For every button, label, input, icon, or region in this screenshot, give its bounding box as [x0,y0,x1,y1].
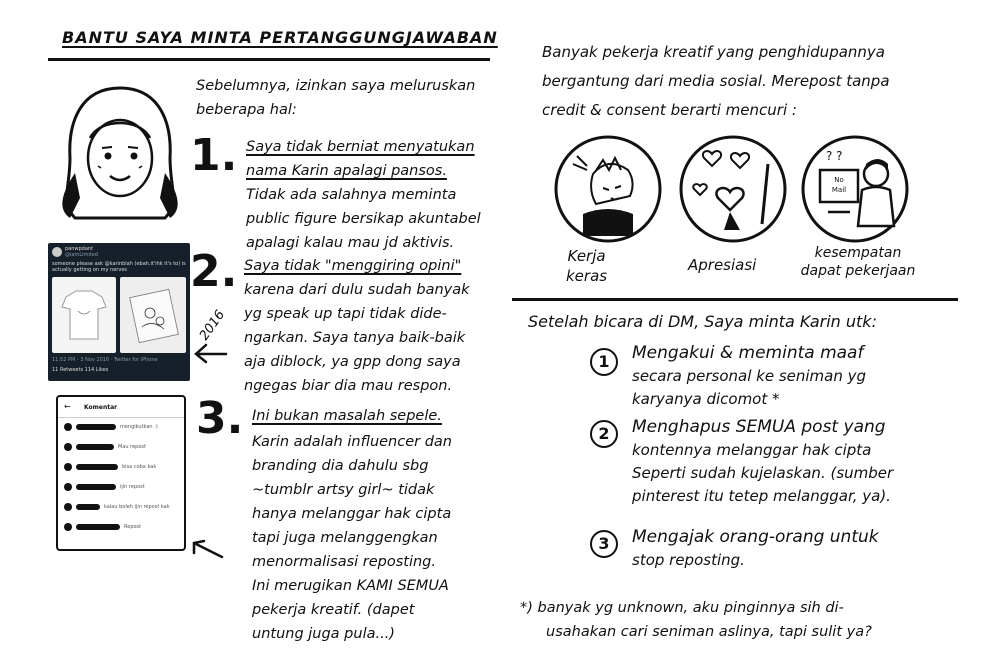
comment-text: Repost [124,524,142,530]
request-3 [632,526,972,572]
footnote-line: *) banyak yg unknown, aku pinginnya sih di- [520,600,844,616]
intro-line: Sebelumnya, izinkan saya meluruskan [196,78,476,94]
left-intro [196,74,475,122]
avatar [64,443,72,451]
intro-line: Banyak pekerja kreatif yang penghidupannya [542,43,885,61]
point-body-line: ~tumblr artsy girl~ tidak [252,482,435,498]
tweet-name: panwpdant [65,246,94,252]
point-body-line: menormalisasi reposting. [252,554,436,570]
tweet-image-artwork [120,277,186,353]
point-body-line: branding dia dahulu sbg [252,458,429,474]
request-1 [632,342,972,411]
point-body-line: karena dari dulu sudah banyak [244,282,470,298]
point-body-line: tapi juga melanggengkan [252,530,438,546]
point-1 [246,135,496,255]
point-2 [244,254,496,398]
title-underline [48,58,490,61]
point-number: 3. [196,393,244,444]
icon-label-line: kesempatan [814,245,902,261]
avatar [64,503,72,511]
icon-label-line: keras [566,267,608,285]
point-heading: nama Karin apalagi pansos. [246,163,447,179]
tweet-footer: 11:52 PM - 3 Nov 2016 · Twitter for iPhone [52,357,158,363]
redacted-username [76,484,116,490]
back-arrow-icon: ← [64,402,71,411]
redacted-username [76,424,116,430]
redacted-username [76,444,114,450]
request-line: Seperti sudah kujelaskan. (sumber [632,464,894,482]
hard-work-illustration [553,134,663,244]
point-body-line: aja diblock, ya gpp dong saya [244,354,461,370]
tweet-screenshot [48,243,190,381]
icon-label-line: dapat pekerjaan [800,263,916,279]
point-heading: Saya tidak "menggiring opini" [244,258,462,274]
point-body-line: pekerja kreatif. (dapet [252,602,415,618]
comment-text: ijin repost [120,484,145,490]
section2-intro: Setelah bicara di DM, Saya minta Karin utk: [528,312,877,331]
divider [58,417,184,418]
arrow-upleft-icon [188,535,224,561]
point-number: 2. [190,246,238,297]
point-body-line: ngegas biar dia mau respon. [244,378,453,394]
request-number: 3 [590,530,618,558]
tweet-handle: @iamLimited [65,252,98,258]
request-number: 1 [590,348,618,376]
request-line: Menghapus SEMUA post yang [632,417,886,437]
point-body-line: ngarkan. Saya tanya baik-baik [244,330,466,346]
icon-label [566,246,607,286]
request-2 [632,416,972,508]
tweet-image-tshirt [52,277,116,353]
request-number: 2 [590,420,618,448]
point-body-line: yg speak up tapi tidak dide- [244,306,447,322]
point-heading: Saya tidak berniat menyatukan [246,139,475,155]
footnote-line: usahakan cari seniman aslinya, tapi sulit ya? [546,624,872,640]
avatar [64,423,72,431]
footnote [520,596,990,644]
icon-label [796,244,920,280]
point-body-line: hanya melanggar hak cipta [252,506,452,522]
avatar [64,483,72,491]
comment-text: mengikutkan :) [120,424,158,430]
request-line: Mengajak orang-orang untuk [632,527,879,547]
intro-line: bergantung dari media sosial. Merepost tanpa [542,72,890,90]
request-line: Mengakui & meminta maaf [632,343,864,363]
redacted-username [76,504,100,510]
request-line: kontennya melanggar hak cipta [632,441,872,459]
point-body-line: Tidak ada salahnya meminta [246,187,457,203]
point-heading: Ini bukan masalah sepele. [252,408,442,424]
redacted-username [76,464,118,470]
comments-header: Komentar [84,404,118,411]
icon-label-line: Kerja [567,247,606,265]
tweet-text: someone please ask @karinblah (ebah.it'ihk it's to) is actually getting on my nerves [52,261,186,273]
point-body-line: public figure bersikap akuntabel [246,211,481,227]
avatar [64,463,72,471]
point-body-line: untung juga pula...) [252,626,395,642]
section-divider [512,298,958,301]
arrow-left-icon [192,340,228,366]
svg-text:? ?: ? ? [826,149,843,163]
point-3 [252,404,496,646]
avatar [64,523,72,531]
point-body-line: Ini merugikan KAMI SEMUA [252,578,449,594]
comment-text: bisa coba kak [122,464,157,470]
redacted-username [76,524,120,530]
tweet-stats: 11 Retweets 114 Likes [52,367,109,373]
request-line: pinterest itu tetep melanggar, ya). [632,487,891,505]
comment-text: Mau repost [118,444,146,450]
page-title: BANTU SAYA MINTA PERTANGGUNGJAWABAN [62,28,498,47]
request-line: karyanya dicomot * [632,390,780,408]
opportunity-illustration [800,134,910,244]
point-body-line: Karin adalah influencer dan [252,434,452,450]
point-number: 1. [190,130,238,181]
intro-line: credit & consent berarti mencuri : [542,101,797,119]
request-line: secara personal ke seniman yg [632,367,867,385]
author-portrait [50,78,190,228]
comment-text: kalau boleh ijin repost kak [104,504,170,510]
year-note: 2016 [196,307,229,344]
appreciation-illustration [678,134,788,244]
monitor-text: Mail [831,186,847,194]
right-intro [542,38,982,125]
intro-line: beberapa hal: [196,102,297,118]
request-line: stop reposting. [632,551,745,569]
icon-label: Apresiasi [688,256,757,274]
point-body-line: apalagi kalau mau jd aktivis. [246,235,455,251]
monitor-text: No [834,176,844,184]
comments-screenshot [56,395,186,551]
avatar [52,247,62,257]
